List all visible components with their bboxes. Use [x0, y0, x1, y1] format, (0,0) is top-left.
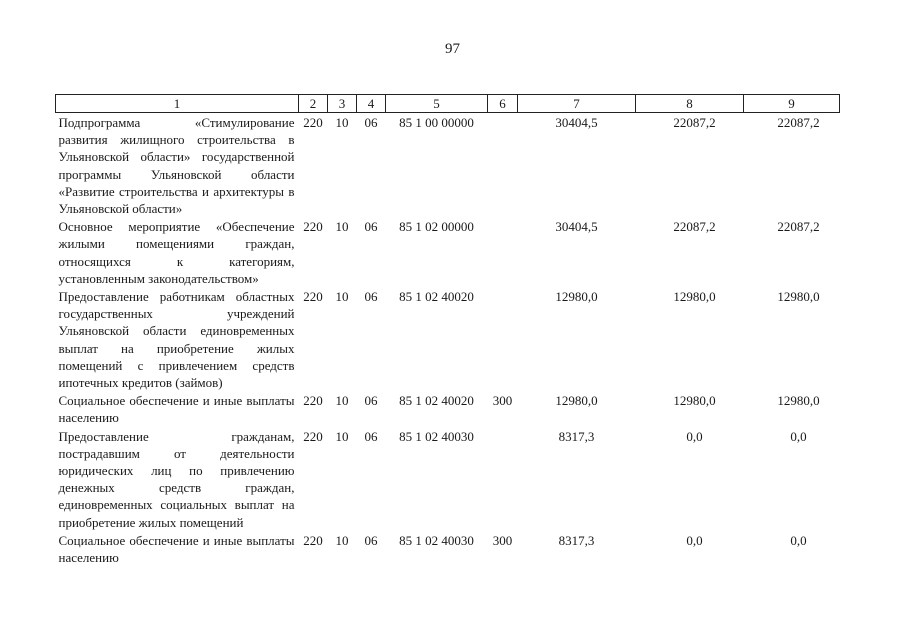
row-name: Предоставление гражданам, пострадавшим от деятельности юридических лиц по привлечению денежных средств граждан, единовременных социальных выплат на приобретение жилых помещений	[58, 428, 295, 530]
cell-col-8: 22087,2	[673, 115, 716, 130]
table-row	[56, 113, 840, 218]
cell-col-6	[488, 113, 518, 218]
cell-col-8: 0,0	[686, 428, 703, 444]
cell-col-4: 06	[364, 393, 378, 409]
budget-table	[55, 94, 840, 566]
cell-col-8: 12980,0	[673, 289, 716, 305]
cell-col-2: 220	[303, 428, 323, 444]
cell-col-2: 220	[303, 532, 323, 548]
column-header-6: 6	[488, 95, 518, 113]
row-name: Социальное обеспечение и иные выплаты населению	[58, 532, 295, 566]
cell-col-3: 10	[335, 393, 349, 409]
cell-col-4: 06	[364, 115, 378, 130]
cell-col-9: 0,0	[790, 532, 807, 548]
cell-col-3: 10	[335, 428, 349, 444]
cell-col-2: 220	[303, 115, 323, 130]
cell-col-8: 12980,0	[673, 393, 716, 409]
row-name: Основное мероприятие «Обеспечение жилыми помещениями граждан, относящихся к категориям, установленным законодательством»	[58, 219, 295, 286]
cell-col-2: 220	[303, 219, 323, 235]
cell-col-6: 300	[492, 532, 513, 548]
cell-col-4: 06	[364, 289, 378, 305]
cell-col-3: 10	[335, 289, 349, 305]
column-header-4: 4	[357, 95, 386, 113]
cell-col-4: 06	[364, 219, 378, 235]
cell-col-5: 85 1 02 00000	[399, 219, 474, 235]
row-name: Социальное обеспечение и иные выплаты населению	[58, 393, 295, 426]
cell-col-7: 8317,3	[558, 532, 595, 548]
cell-col-4: 06	[364, 428, 378, 444]
cell-col-6	[488, 217, 518, 287]
cell-col-3: 10	[335, 219, 349, 235]
cell-col-9: 12980,0	[777, 289, 820, 305]
cell-col-2: 220	[303, 289, 323, 305]
column-header-7: 7	[518, 95, 636, 113]
cell-col-5: 85 1 02 40030	[399, 532, 474, 548]
cell-col-5: 85 1 02 40020	[399, 393, 474, 409]
cell-col-5: 85 1 02 40020	[399, 289, 474, 305]
table-row	[56, 531, 840, 566]
row-name: Подпрограмма «Стимулирование развития жилищного строительства в Ульяновской области» государственной программы Ульяновской области «Развитие строительства и архитектуры в Ульяновской области»	[58, 115, 295, 217]
cell-col-8: 0,0	[686, 532, 703, 548]
cell-col-9: 0,0	[790, 428, 807, 444]
cell-col-6: 300	[492, 393, 513, 409]
cell-col-7: 12980,0	[555, 289, 598, 305]
column-header-2: 2	[299, 95, 328, 113]
table-row	[56, 217, 840, 287]
cell-col-5: 85 1 02 40030	[399, 428, 474, 444]
table-row	[56, 287, 840, 391]
cell-col-7: 8317,3	[558, 428, 595, 444]
cell-col-9: 22087,2	[777, 115, 820, 130]
row-name: Предоставление работникам областных государственных учреждений Ульяновской области единовременных выплат на приобретение жилых помещений с привлечением средств ипотечных кредитов (займов)	[58, 289, 295, 391]
column-header-5: 5	[386, 95, 488, 113]
table-header-row	[56, 95, 840, 113]
column-header-3: 3	[328, 95, 357, 113]
cell-col-4: 06	[364, 532, 378, 548]
cell-col-6	[488, 427, 518, 531]
cell-col-5: 85 1 00 00000	[399, 115, 474, 130]
cell-col-8: 22087,2	[673, 219, 716, 235]
cell-col-7: 30404,5	[555, 219, 598, 235]
page-number: 97	[445, 41, 460, 57]
cell-col-2: 220	[303, 393, 323, 409]
cell-col-6	[488, 287, 518, 391]
cell-col-3: 10	[335, 532, 349, 548]
table-row	[56, 427, 840, 531]
cell-col-3: 10	[335, 115, 349, 130]
table-row	[56, 391, 840, 426]
cell-col-9: 12980,0	[777, 393, 820, 409]
column-header-9: 9	[744, 95, 840, 113]
cell-col-7: 12980,0	[555, 393, 598, 409]
column-header-1: 1	[56, 95, 299, 113]
column-header-8: 8	[636, 95, 744, 113]
cell-col-9: 22087,2	[777, 219, 820, 235]
cell-col-7: 30404,5	[555, 115, 598, 130]
